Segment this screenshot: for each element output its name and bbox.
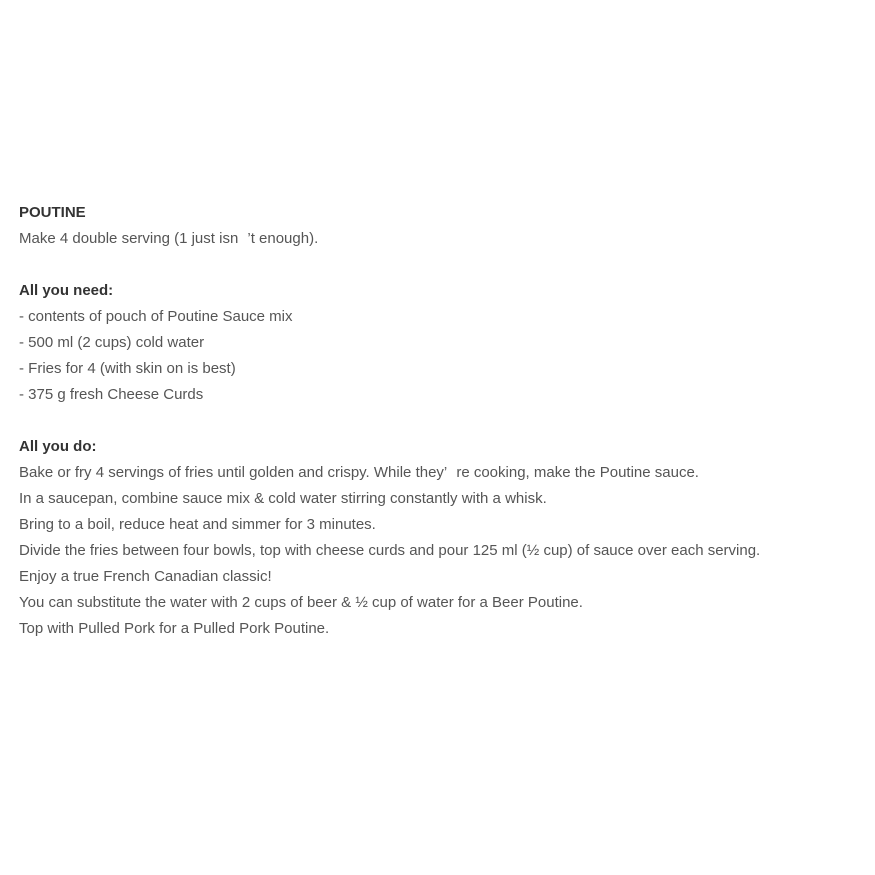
- ingredients-heading: All you need:: [19, 282, 114, 299]
- ingredient-item: - 375 g fresh Cheese Curds: [19, 386, 204, 403]
- ingredient-item: - Fries for 4 (with skin on is best): [19, 360, 236, 377]
- step-item: Bring to a boil, reduce heat and simmer for 3 minutes.: [19, 516, 376, 533]
- step-item: Top with Pulled Pork for a Pulled Pork Poutine.: [19, 620, 330, 637]
- step-item: Bake or fry 4 servings of fries until golden and crispy. While they’re cooking, make the Poutine sauce.: [19, 464, 699, 481]
- step-item: Divide the fries between four bowls, top with cheese curds and pour 125 ml (½ cup) of sauce over each serving.: [19, 542, 761, 559]
- recipe-text: [19, 200, 864, 642]
- spacer: [19, 408, 864, 434]
- step-item: Enjoy a true French Canadian classic!: [19, 568, 284, 585]
- steps-heading: All you do:: [19, 438, 97, 455]
- recipe-intro: Make 4 double serving (1 just isn’t enough).: [19, 230, 319, 247]
- ingredient-item: - contents of pouch of Poutine Sauce mix: [19, 308, 293, 325]
- spacer: [19, 252, 864, 278]
- ingredient-item: - 500 ml (2 cups) cold water: [19, 334, 205, 351]
- recipe-title: POUTINE: [19, 204, 86, 221]
- step-item: In a saucepan, combine sauce mix & cold water stirring constantly with a whisk.: [19, 490, 547, 507]
- step-item: You can substitute the water with 2 cups of beer & ½ cup of water for a Beer Poutine.: [19, 594, 595, 611]
